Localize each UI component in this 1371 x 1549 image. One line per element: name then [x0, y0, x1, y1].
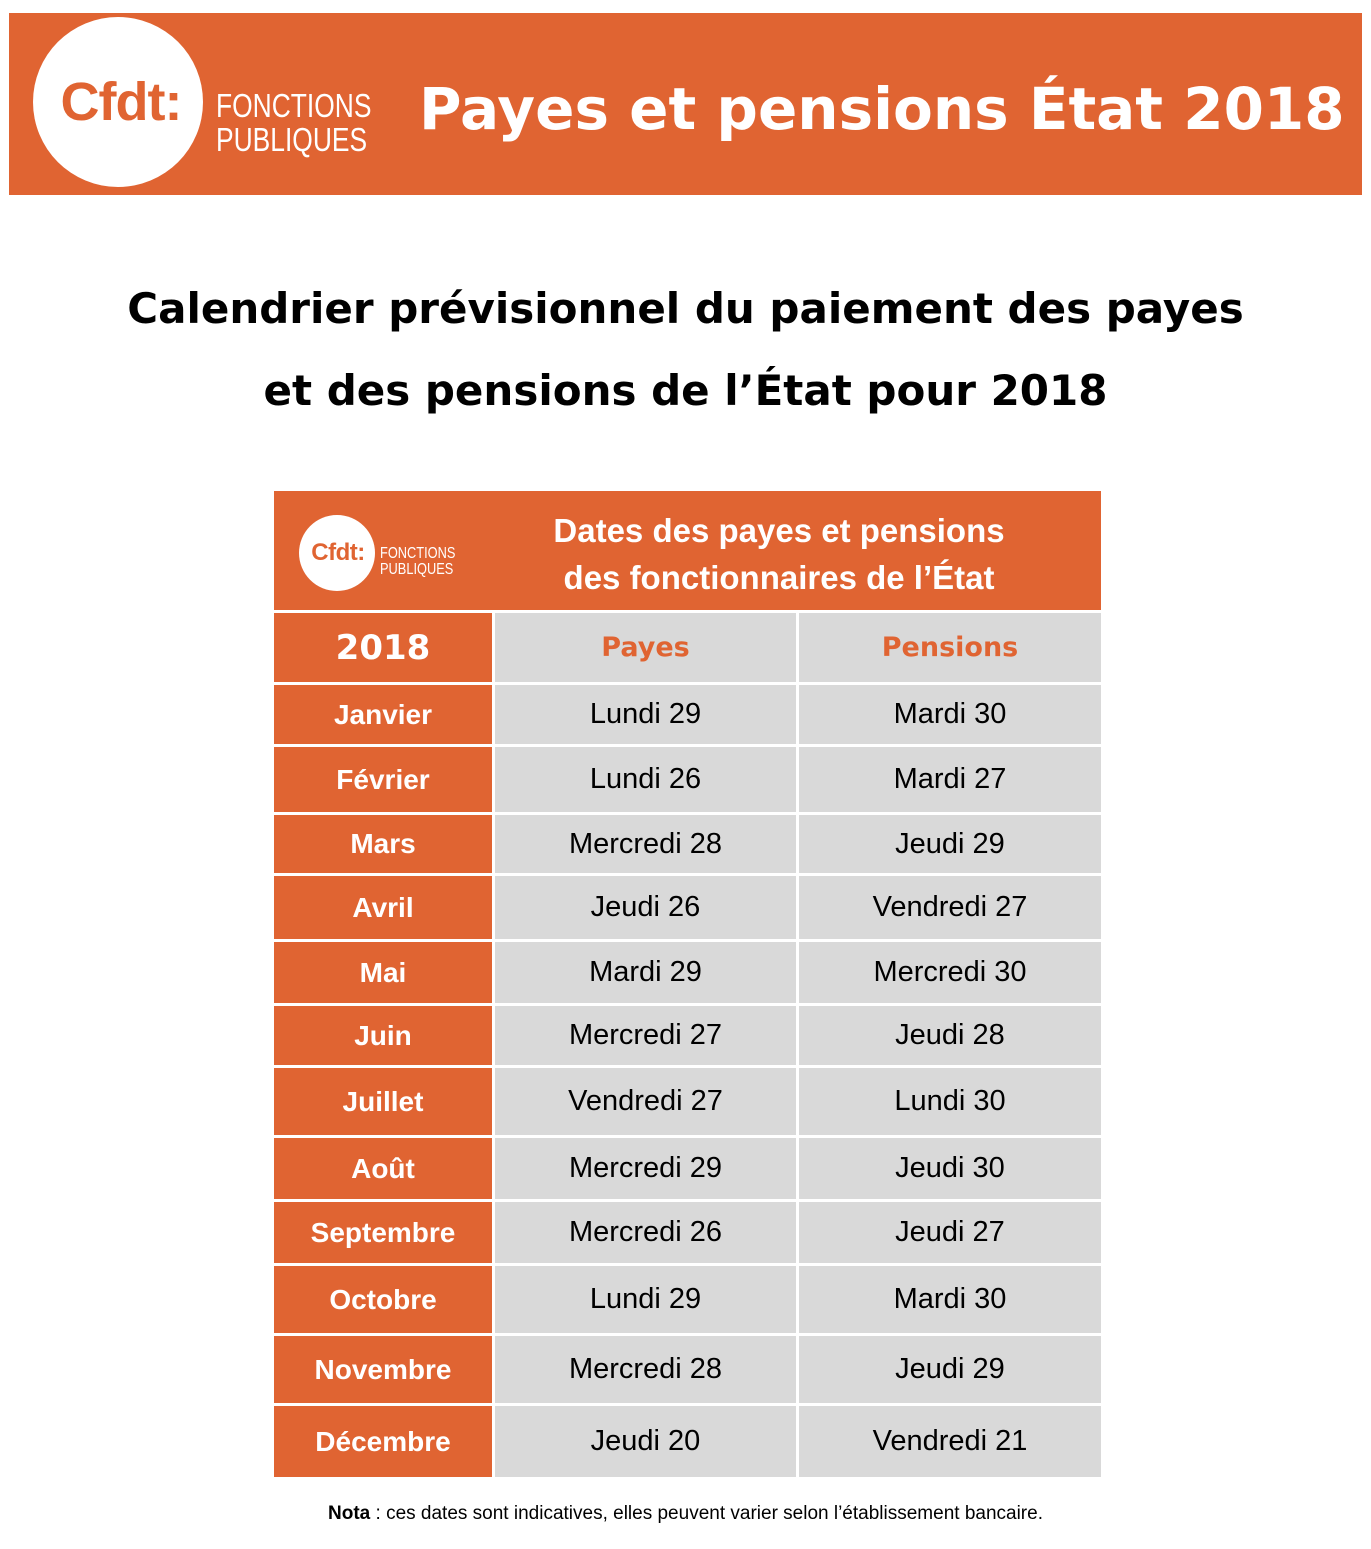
column-header-year: 2018 — [274, 613, 492, 682]
pensions-cell: Jeudi 30 — [799, 1138, 1101, 1199]
table-logo-subtitle — [380, 546, 455, 579]
table-title-line1: Dates des payes et pensions — [553, 512, 1005, 549]
payes-cell: Mercredi 28 — [495, 1336, 796, 1403]
pensions-cell: Jeudi 29 — [799, 815, 1101, 873]
table-logo-subtitle-line1: FONCTIONS — [380, 545, 456, 562]
footnote-label: Nota — [328, 1503, 371, 1524]
table-title-line2: des fonctionnaires de l’État — [563, 559, 995, 596]
footnote-text: : ces dates sont indicatives, elles peuvent varier selon l’établissement bancaire. — [370, 1503, 1043, 1524]
table-row — [274, 1138, 1101, 1199]
table-header — [274, 491, 1101, 610]
payes-cell: Mardi 29 — [495, 942, 796, 1003]
month-cell: Novembre — [274, 1336, 492, 1403]
pensions-cell: Jeudi 28 — [799, 1006, 1101, 1065]
pensions-cell: Mardi 27 — [799, 747, 1101, 812]
month-cell: Mai — [274, 942, 492, 1003]
pensions-cell: Mardi 30 — [799, 685, 1101, 744]
month-cell: Janvier — [274, 685, 492, 744]
column-header-row — [274, 613, 1101, 682]
month-cell: Février — [274, 747, 492, 812]
logo-subtitle — [216, 89, 371, 156]
logo-subtitle-line2: PUBLIQUES — [216, 120, 368, 158]
table-row — [274, 685, 1101, 744]
table-row — [274, 1266, 1101, 1333]
payes-cell: Jeudi 20 — [495, 1406, 796, 1477]
pensions-cell: Jeudi 29 — [799, 1336, 1101, 1403]
pensions-cell: Vendredi 21 — [799, 1406, 1101, 1477]
table-cfdt-logo — [299, 515, 375, 591]
column-header-payes: Payes — [495, 613, 796, 682]
logo-subtitle-line1: FONCTIONS — [216, 87, 372, 124]
table-row — [274, 1006, 1101, 1065]
month-cell: Avril — [274, 876, 492, 939]
column-header-pensions: Pensions — [799, 613, 1101, 682]
table-row — [274, 942, 1101, 1003]
cfdt-logo — [33, 17, 203, 187]
table-row — [274, 1202, 1101, 1263]
month-cell: Juillet — [274, 1068, 492, 1135]
payes-cell: Jeudi 26 — [495, 876, 796, 939]
table-title — [504, 507, 1054, 601]
banner-title: Payes et pensions État 2018 — [419, 75, 1345, 143]
payes-cell: Mercredi 28 — [495, 815, 796, 873]
payes-cell: Vendredi 27 — [495, 1068, 796, 1135]
logo-word: Cfdt: — [60, 72, 182, 132]
payes-cell: Lundi 26 — [495, 747, 796, 812]
month-cell: Décembre — [274, 1406, 492, 1477]
table-row — [274, 815, 1101, 873]
payment-calendar-table — [274, 491, 1101, 1477]
pensions-cell: Lundi 30 — [799, 1068, 1101, 1135]
page-heading — [0, 268, 1371, 432]
table-row — [274, 1336, 1101, 1403]
table-logo-subtitle-line2: PUBLIQUES — [380, 561, 454, 579]
table-row — [274, 747, 1101, 812]
month-cell: Août — [274, 1138, 492, 1199]
top-banner — [9, 13, 1362, 195]
month-cell: Octobre — [274, 1266, 492, 1333]
pensions-cell: Mardi 30 — [799, 1266, 1101, 1333]
payes-cell: Mercredi 26 — [495, 1202, 796, 1263]
pensions-cell: Vendredi 27 — [799, 876, 1101, 939]
payes-cell: Lundi 29 — [495, 685, 796, 744]
heading-line2: et des pensions de l’État pour 2018 — [263, 366, 1108, 415]
month-cell: Septembre — [274, 1202, 492, 1263]
month-cell: Mars — [274, 815, 492, 873]
payes-cell: Mercredi 27 — [495, 1006, 796, 1065]
month-cell: Juin — [274, 1006, 492, 1065]
table-row — [274, 876, 1101, 939]
table-logo-word: Cfdt: — [311, 539, 365, 566]
footnote — [0, 1503, 1371, 1525]
payes-cell: Lundi 29 — [495, 1266, 796, 1333]
heading-line1: Calendrier prévisionnel du paiement des payes — [127, 284, 1244, 333]
pensions-cell: Mercredi 30 — [799, 942, 1101, 1003]
table-row — [274, 1406, 1101, 1477]
pensions-cell: Jeudi 27 — [799, 1202, 1101, 1263]
table-row — [274, 1068, 1101, 1135]
payes-cell: Mercredi 29 — [495, 1138, 796, 1199]
